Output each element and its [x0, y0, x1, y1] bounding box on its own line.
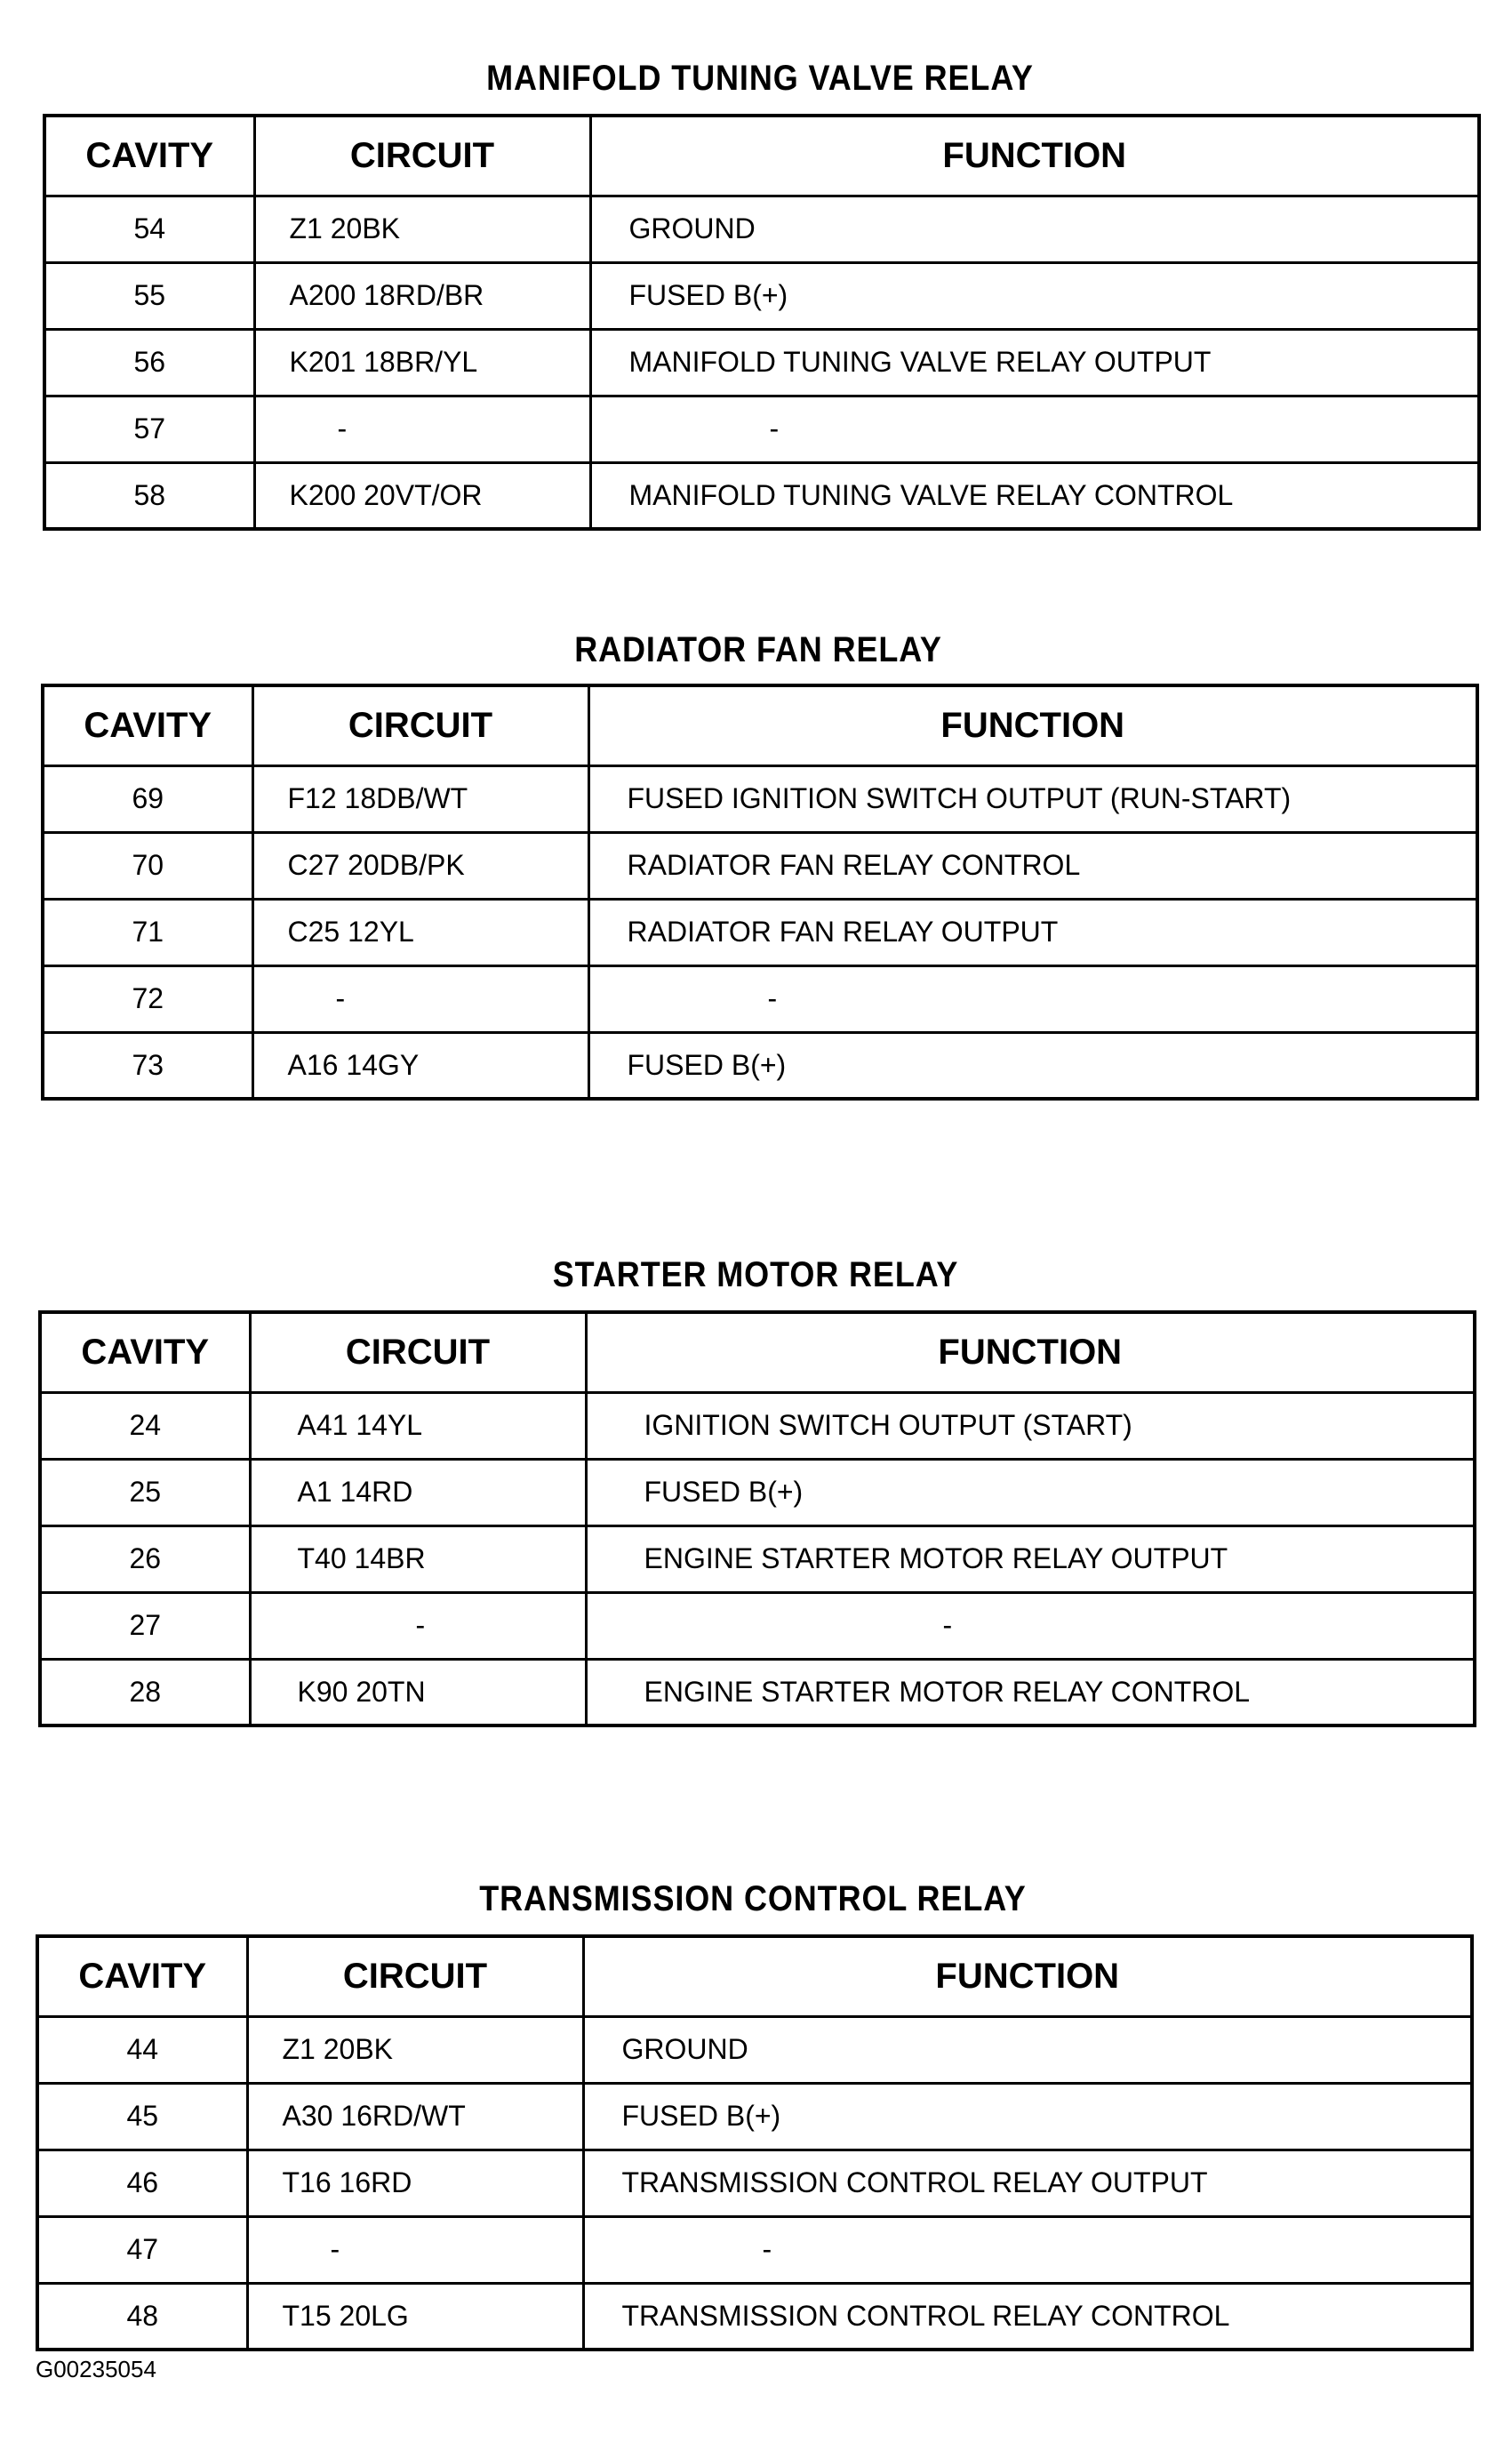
- table-row: [40, 1592, 1475, 1659]
- table-row: [44, 196, 1479, 262]
- relay-table: [38, 1310, 1476, 1727]
- function-cell: FUSED IGNITION SWITCH OUTPUT (RUN-START): [588, 765, 1477, 832]
- table-row: [44, 262, 1479, 329]
- function-cell: MANIFOLD TUNING VALVE RELAY CONTROL: [590, 462, 1479, 529]
- function-cell: RADIATOR FAN RELAY CONTROL: [588, 832, 1477, 899]
- function-cell: GROUND: [590, 196, 1479, 262]
- header-row: [43, 685, 1477, 765]
- table-row: [43, 899, 1477, 965]
- cavity-cell: 45: [37, 2083, 247, 2150]
- header-cavity: CAVITY: [37, 1936, 247, 2016]
- circuit-cell: Z1 20BK: [247, 2016, 583, 2083]
- circuit-cell: A30 16RD/WT: [247, 2083, 583, 2150]
- circuit-cell: T16 16RD: [247, 2150, 583, 2216]
- function-cell: MANIFOLD TUNING VALVE RELAY OUTPUT: [590, 329, 1479, 396]
- table-row: [40, 1525, 1475, 1592]
- circuit-cell: F12 18DB/WT: [252, 765, 588, 832]
- table-row: [43, 965, 1477, 1032]
- function-cell: IGNITION SWITCH OUTPUT (START): [586, 1392, 1475, 1459]
- table-row: [37, 2216, 1472, 2283]
- circuit-cell: T15 20LG: [247, 2283, 583, 2350]
- header-cavity: CAVITY: [44, 116, 254, 196]
- circuit-cell: -: [247, 2216, 583, 2283]
- function-cell: FUSED B(+): [590, 262, 1479, 329]
- cavity-cell: 48: [37, 2283, 247, 2350]
- circuit-cell: A16 14GY: [252, 1032, 588, 1099]
- function-cell: -: [583, 2216, 1472, 2283]
- relay-section-transmission-control: [36, 1874, 1470, 2363]
- cavity-cell: 25: [40, 1459, 250, 1525]
- cavity-cell: 28: [40, 1659, 250, 1725]
- section-title: STARTER MOTOR RELAY: [552, 1255, 959, 1294]
- header-row: [44, 116, 1479, 196]
- circuit-cell: T40 14BR: [250, 1525, 586, 1592]
- cavity-cell: 24: [40, 1392, 250, 1459]
- table-row: [40, 1392, 1475, 1459]
- table-row: [37, 2016, 1472, 2083]
- function-cell: FUSED B(+): [583, 2083, 1472, 2150]
- cavity-cell: 58: [44, 462, 254, 529]
- header-cavity: CAVITY: [40, 1312, 250, 1392]
- cavity-cell: 27: [40, 1592, 250, 1659]
- circuit-cell: K200 20VT/OR: [254, 462, 590, 529]
- table-row: [43, 832, 1477, 899]
- function-cell: TRANSMISSION CONTROL RELAY CONTROL: [583, 2283, 1472, 2350]
- table-row: [44, 396, 1479, 462]
- header-circuit: CIRCUIT: [250, 1312, 586, 1392]
- header-cavity: CAVITY: [43, 685, 252, 765]
- table-row: [40, 1459, 1475, 1525]
- section-title: MANIFOLD TUNING VALVE RELAY: [486, 59, 1034, 98]
- cavity-cell: 55: [44, 262, 254, 329]
- relay-section-starter-motor: [38, 1250, 1473, 1739]
- header-function: FUNCTION: [590, 116, 1479, 196]
- table-row: [37, 2283, 1472, 2350]
- cavity-cell: 71: [43, 899, 252, 965]
- relay-table: [43, 114, 1481, 531]
- header-circuit: CIRCUIT: [252, 685, 588, 765]
- circuit-cell: C27 20DB/PK: [252, 832, 588, 899]
- header-function: FUNCTION: [583, 1936, 1472, 2016]
- function-cell: -: [586, 1592, 1475, 1659]
- circuit-cell: -: [254, 396, 590, 462]
- circuit-cell: A41 14YL: [250, 1392, 586, 1459]
- header-row: [37, 1936, 1472, 2016]
- table-row: [44, 462, 1479, 529]
- cavity-cell: 44: [37, 2016, 247, 2083]
- cavity-cell: 47: [37, 2216, 247, 2283]
- cavity-cell: 56: [44, 329, 254, 396]
- function-cell: -: [590, 396, 1479, 462]
- relay-section-manifold-tuning-valve: [43, 53, 1477, 542]
- table-row: [37, 2083, 1472, 2150]
- table-row: [40, 1659, 1475, 1725]
- function-cell: -: [588, 965, 1477, 1032]
- function-cell: FUSED B(+): [586, 1459, 1475, 1525]
- cavity-cell: 69: [43, 765, 252, 832]
- circuit-cell: K201 18BR/YL: [254, 329, 590, 396]
- function-cell: GROUND: [583, 2016, 1472, 2083]
- table-row: [37, 2150, 1472, 2216]
- cavity-cell: 73: [43, 1032, 252, 1099]
- cavity-cell: 70: [43, 832, 252, 899]
- section-title: TRANSMISSION CONTROL RELAY: [479, 1879, 1027, 1918]
- circuit-cell: C25 12YL: [252, 899, 588, 965]
- circuit-cell: -: [252, 965, 588, 1032]
- function-cell: FUSED B(+): [588, 1032, 1477, 1099]
- header-function: FUNCTION: [588, 685, 1477, 765]
- function-cell: TRANSMISSION CONTROL RELAY OUTPUT: [583, 2150, 1472, 2216]
- cavity-cell: 26: [40, 1525, 250, 1592]
- table-row: [43, 765, 1477, 832]
- table-row: [44, 329, 1479, 396]
- cavity-cell: 54: [44, 196, 254, 262]
- figure-id: G00235054: [36, 2356, 156, 2382]
- function-cell: ENGINE STARTER MOTOR RELAY OUTPUT: [586, 1525, 1475, 1592]
- header-function: FUNCTION: [586, 1312, 1475, 1392]
- cavity-cell: 57: [44, 396, 254, 462]
- cavity-cell: 46: [37, 2150, 247, 2216]
- relay-table: [41, 684, 1479, 1101]
- circuit-cell: -: [250, 1592, 586, 1659]
- function-cell: ENGINE STARTER MOTOR RELAY CONTROL: [586, 1659, 1475, 1725]
- circuit-cell: Z1 20BK: [254, 196, 590, 262]
- cavity-cell: 72: [43, 965, 252, 1032]
- header-row: [40, 1312, 1475, 1392]
- relay-section-radiator-fan: [41, 625, 1476, 1114]
- table-row: [43, 1032, 1477, 1099]
- circuit-cell: A200 18RD/BR: [254, 262, 590, 329]
- function-cell: RADIATOR FAN RELAY OUTPUT: [588, 899, 1477, 965]
- relay-table: [36, 1934, 1474, 2351]
- circuit-cell: K90 20TN: [250, 1659, 586, 1725]
- section-title: RADIATOR FAN RELAY: [574, 630, 942, 669]
- circuit-cell: A1 14RD: [250, 1459, 586, 1525]
- header-circuit: CIRCUIT: [247, 1936, 583, 2016]
- header-circuit: CIRCUIT: [254, 116, 590, 196]
